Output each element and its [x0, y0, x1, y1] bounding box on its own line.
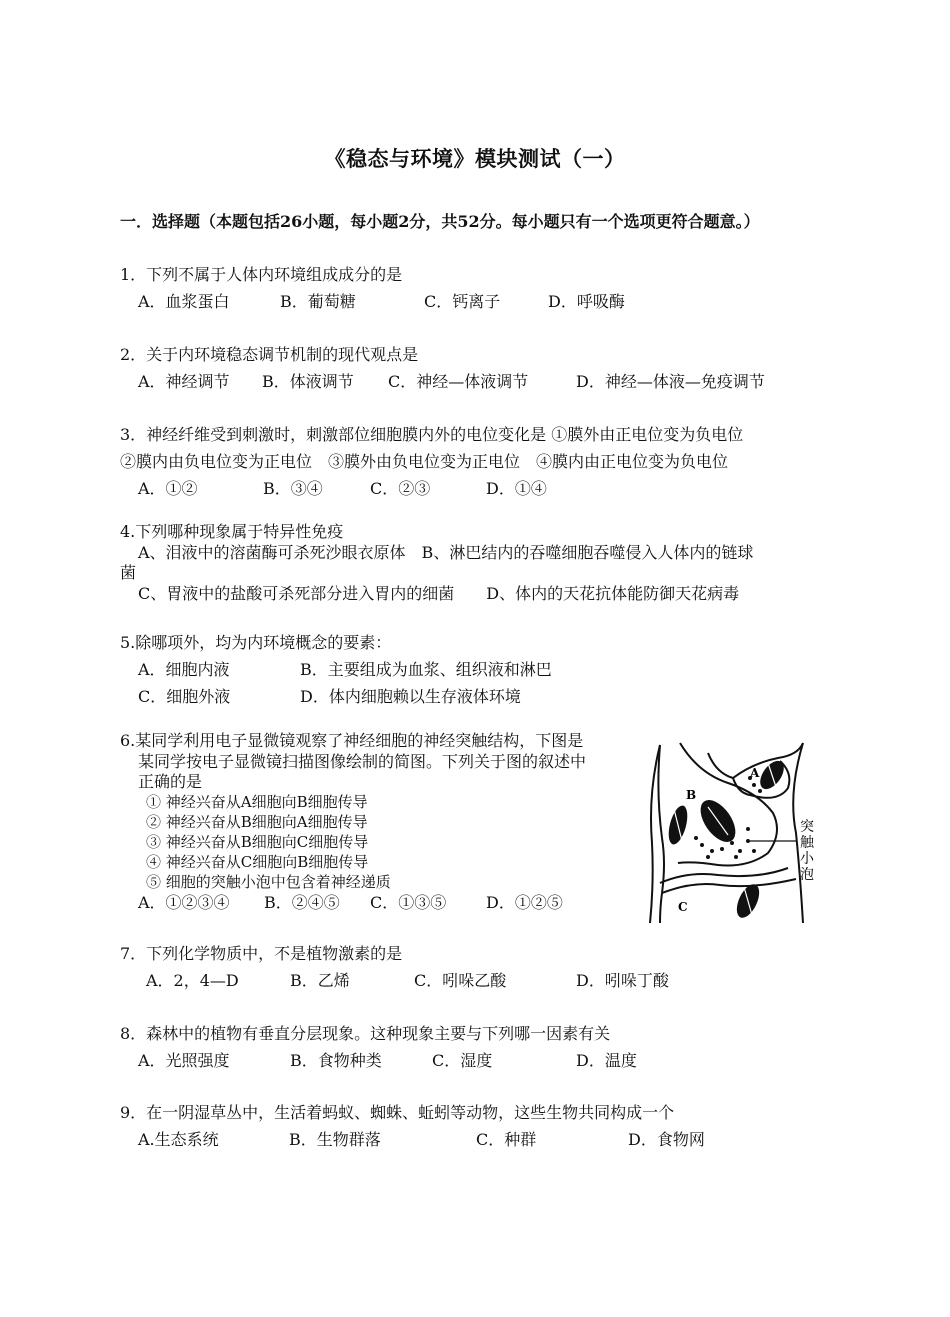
vesicle-label-2: 触 [800, 835, 814, 851]
option-c: C．神经—体液调节 [388, 372, 529, 391]
question-6-statement-2: ② 神经兴奋从B细胞向A细胞传导 [146, 813, 368, 831]
question-7-stem: 7．下列化学物质中，不是植物激素的是 [120, 944, 403, 963]
question-6-options [138, 893, 563, 913]
option-a: A．血浆蛋白 [138, 292, 230, 311]
option-a: A.生态系统 [138, 1130, 219, 1149]
option-d: D．温度 [576, 1051, 637, 1070]
question-6-stem: 6.某同学利用电子显微镜观察了神经细胞的神经突触结构，下图是 [120, 731, 584, 750]
option-d: D．①②⑤ [486, 893, 563, 912]
option-d: D．食物网 [628, 1130, 705, 1149]
option-b: B．②④⑤ [264, 893, 340, 912]
option-d: D．神经—体液—免疫调节 [576, 372, 765, 391]
label-a: A [750, 766, 760, 780]
question-5-options-cd [138, 687, 521, 707]
vesicle-label-4: 泡 [800, 867, 814, 883]
option-a: A．细胞内液 [138, 660, 230, 679]
option-b: B．③④ [263, 479, 323, 498]
option-b: B．主要组成为血浆、组织液和淋巴 [300, 660, 552, 679]
option-a: A．神经调节 [138, 372, 230, 391]
option-a: A．光照强度 [138, 1051, 230, 1070]
option-a: A．①②③④ [138, 893, 230, 912]
section-heading: 一．选择题（本题包括26小题，每小题2分，共52分。每小题只有一个选项更符合题意。） [120, 212, 760, 231]
question-6-statement-3: ③ 神经兴奋从B细胞向C细胞传导 [146, 833, 369, 851]
option-b: B．食物种类 [290, 1051, 382, 1070]
question-4-options-ab: A、泪液中的溶菌酶可杀死沙眼衣原体 B、淋巴结内的吞噬细胞吞噬侵入人体内的链球 [138, 543, 754, 562]
option-b: B．葡萄糖 [280, 292, 356, 311]
question-6-statement-4: ④ 神经兴奋从C细胞向B细胞传导 [146, 853, 369, 871]
option-c: C．吲哚乙酸 [414, 971, 507, 990]
question-3-stem: 3．神经纤维受到刺激时，刺激部位细胞膜内外的电位变化是 ①膜外由正电位变为负电位 [120, 425, 744, 444]
question-9-stem: 9．在一阴湿草丛中，生活着蚂蚁、蜘蛛、蚯蚓等动物，这些生物共同构成一个 [120, 1103, 675, 1122]
option-d: D．吲哚丁酸 [576, 971, 669, 990]
question-4-options-cd: C、胃液中的盐酸可杀死部分进入胃内的细菌 D、体内的天花抗体能防御天花病毒 [138, 584, 740, 603]
question-5-stem: 5.除哪项外，均为内环境概念的要素： [120, 633, 392, 652]
question-4-options-ab-wrap: 菌 [120, 563, 137, 582]
label-b: B [686, 788, 697, 802]
vesicle-label-1: 突 [800, 819, 814, 835]
option-c: C．细胞外液 [138, 687, 231, 706]
option-d: D．体内细胞赖以生存液体环境 [300, 687, 521, 706]
question-6-statement-1: ① 神经兴奋从A细胞向B细胞传导 [146, 793, 368, 811]
option-c: C．种群 [476, 1130, 537, 1149]
question-7-options [146, 971, 669, 991]
option-a: A．①② [138, 479, 198, 498]
question-9-options [138, 1130, 705, 1150]
question-6-statement-5: ⑤ 细胞的突触小泡中包含着神经递质 [146, 873, 391, 891]
question-1-stem: 1．下列不属于人体内环境组成成分的是 [120, 265, 403, 284]
option-b: B．乙烯 [290, 971, 350, 990]
option-c: C．钙离子 [424, 292, 501, 311]
option-d: D．呼吸酶 [548, 292, 625, 311]
question-8-stem: 8．森林中的植物有垂直分层现象。这种现象主要与下列哪一因素有关 [120, 1024, 611, 1043]
synapse-diagram [638, 733, 818, 928]
option-c: C．①③⑤ [370, 893, 447, 912]
option-a: A．2，4—D [146, 971, 239, 990]
question-6-stem-line3: 正确的是 [138, 772, 203, 791]
question-3-options [138, 479, 547, 499]
question-4-stem: 4.下列哪种现象属于特异性免疫 [120, 522, 344, 541]
question-5-options-ab [138, 660, 552, 680]
option-c: C．②③ [370, 479, 431, 498]
option-c: C．湿度 [432, 1051, 493, 1070]
label-c: C [678, 900, 688, 914]
question-8-options [138, 1051, 637, 1071]
page-title: 《稳态与环境》模块测试（一） [324, 146, 626, 171]
vesicle-label-3: 小 [800, 851, 814, 867]
question-3-stem-continued: ②膜内由负电位变为正电位 ③膜外由负电位变为正电位 ④膜内由正电位变为负电位 [120, 452, 729, 471]
option-b: B．生物群落 [289, 1130, 381, 1149]
question-2-stem: 2．关于内环境稳态调节机制的现代观点是 [120, 345, 419, 364]
option-b: B．体液调节 [262, 372, 354, 391]
question-6-stem-line2: 某同学按电子显微镜扫描图像绘制的简图。下列关于图的叙述中 [138, 752, 587, 771]
question-1-options [138, 292, 625, 312]
question-2-options [138, 372, 765, 392]
option-d: D．①④ [486, 479, 547, 498]
